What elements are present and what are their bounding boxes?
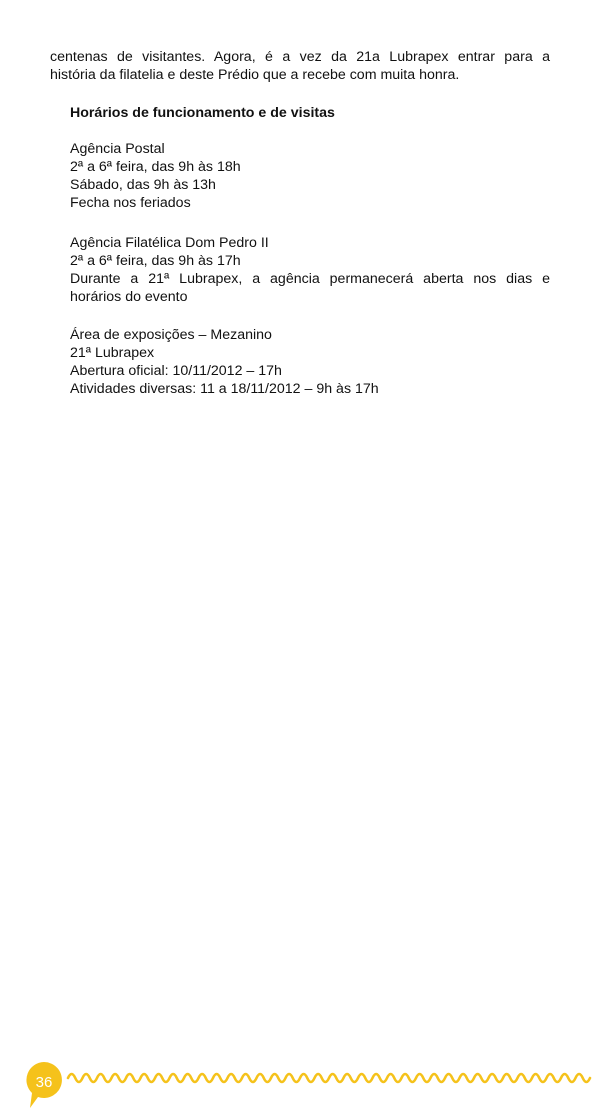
area-exposicoes-activities: Atividades diversas: 11 a 18/11/2012 – 9h às 17h	[70, 381, 379, 397]
wave-decoration-icon	[66, 1066, 596, 1088]
intro-line-2: história da filatelia e deste Prédio que a recebe com muita honra.	[50, 67, 460, 83]
section-heading: Horários de funcionamento e de visitas	[70, 105, 335, 121]
agencia-filatelica-hours: 2ª a 6ª feira, das 9h às 17h	[70, 253, 241, 269]
agencia-postal-block	[70, 140, 550, 212]
agencia-filatelica-event-note-cont: horários do evento	[70, 289, 188, 305]
intro-line-1: centenas de visitantes. Agora, é a vez da 21a Lubrapex entrar para a	[50, 49, 550, 65]
area-exposicoes-block	[70, 326, 550, 398]
area-exposicoes-title: Área de exposições – Mezanino	[70, 327, 272, 343]
agencia-filatelica-event-note: Durante a 21ª Lubrapex, a agência permanecerá aberta nos dias e	[70, 271, 550, 287]
agencia-filatelica-block	[70, 234, 550, 306]
area-exposicoes-event: 21ª Lubrapex	[70, 345, 155, 361]
intro-paragraph	[50, 48, 550, 84]
agencia-filatelica-title: Agência Filatélica Dom Pedro II	[70, 235, 269, 251]
agencia-postal-hours-weekdays: 2ª a 6ª feira, das 9h às 18h	[70, 159, 241, 175]
page-number: 36	[35, 1074, 53, 1091]
agencia-postal-holidays: Fecha nos feriados	[70, 195, 191, 211]
agencia-postal-hours-saturday: Sábado, das 9h às 13h	[70, 177, 216, 193]
agencia-postal-title: Agência Postal	[70, 141, 165, 157]
area-exposicoes-opening: Abertura oficial: 10/11/2012 – 17h	[70, 363, 282, 379]
page-footer	[0, 528, 600, 1091]
